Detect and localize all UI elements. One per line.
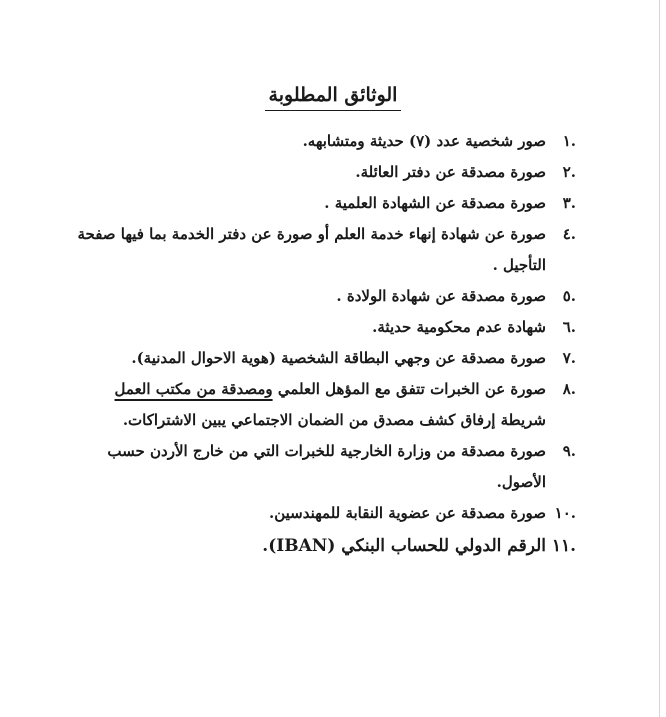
item-text-continuation: التأجيل . [492,256,546,274]
list-item-4 [76,219,576,281]
item-text: صورة مصدقة من وزارة الخارجية للخبرات التي من خارج الأردن حسب الأصول. [107,442,546,491]
list-item-1 [76,126,576,157]
item-text: صورة مصدقة عن دفتر العائلة. [355,163,546,181]
list-item-8 [76,374,576,436]
list-item-11 [76,529,576,563]
list-item-9 [76,436,576,498]
item-number: .١ [562,132,576,150]
item-text: الرقم الدولي للحساب البنكي (IBAN). [262,536,546,556]
list-item-10 [76,498,576,529]
item-text: صورة مصدقة عن وجهي البطاقة الشخصية (هوية الاحوال المدنية). [131,349,546,367]
item-text: صورة مصدقة عن عضوية النقابة للمهندسين. [268,504,546,522]
item-number: .٤ [562,225,576,243]
item-text-continuation: شريطة إرفاق كشف مصدق من الضمان الاجتماعي يبين الاشتراكات. [122,411,546,429]
item-number: .٩ [562,442,576,460]
list-item-5 [76,281,576,312]
page-title [0,82,666,111]
page-title-text: الوثائق المطلوبة [265,82,402,111]
list-item-6 [76,312,576,343]
list-item-2 [76,157,576,188]
item-number: .١٠ [554,504,576,522]
item-number: .٣ [562,194,576,212]
item-number: .٦ [562,318,576,336]
item-text: صورة عن شهادة إنهاء خدمة العلم أو صورة عن دفتر الخدمة بما فيها صفحة [77,225,546,243]
item-number: .٧ [562,349,576,367]
required-documents-list [76,126,576,563]
item-text: شهادة عدم محكومية حديثة. [372,318,546,336]
item-number: .٨ [562,380,576,398]
item-text: صورة مصدقة عن شهادة الولادة . [336,287,546,305]
item-text: صورة عن الخبرات تتفق مع المؤهل العلمي [272,380,546,398]
item-number: .٢ [562,163,576,181]
item-number: .٥ [562,287,576,305]
item-text: صور شخصية عدد (٧) حديثة ومتشابهه. [302,132,546,150]
list-item-3 [76,188,576,219]
item-text: صورة مصدقة عن الشهادة العلمية . [324,194,546,212]
list-item-7 [76,343,576,374]
item-number: .١١ [551,536,576,556]
item-text-underlined: ومصدقة من مكتب العمل [114,380,273,398]
